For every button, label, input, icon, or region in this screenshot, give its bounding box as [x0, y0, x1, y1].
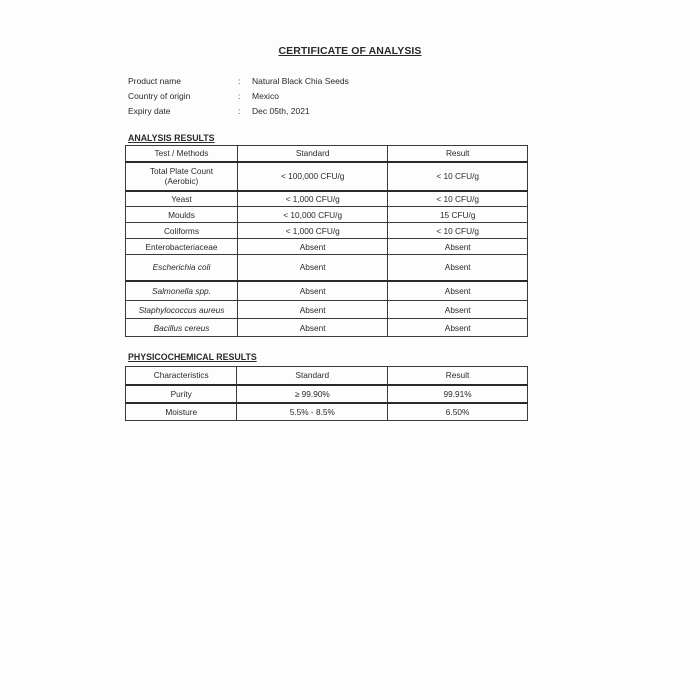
- analysis-section-title: ANALYSIS RESULTS: [128, 133, 215, 143]
- header-cell: Test / Methods: [126, 146, 238, 162]
- table-row: [126, 385, 528, 403]
- table-row: [126, 162, 528, 191]
- header-cell: Result: [388, 367, 528, 385]
- result-cell: 15 CFU/g: [388, 207, 528, 223]
- table-row: [126, 207, 528, 223]
- test-cell: Moisture: [126, 403, 237, 421]
- result-cell: < 10 CFU/g: [388, 162, 528, 191]
- test-cell: Bacillus cereus: [126, 319, 238, 337]
- info-row-expiry: [128, 103, 349, 118]
- info-row-country: [128, 88, 349, 103]
- result-cell: Absent: [388, 281, 528, 301]
- test-cell: Salmonella spp.: [126, 281, 238, 301]
- table-header-row: [126, 367, 528, 385]
- table-row: [126, 191, 528, 207]
- info-label: Country of origin: [128, 90, 191, 101]
- header-cell: Result: [388, 146, 528, 162]
- info-value: Dec 05th, 2021: [252, 105, 310, 116]
- standard-cell: Absent: [237, 255, 387, 281]
- standard-cell: Absent: [237, 281, 387, 301]
- test-cell: [126, 162, 238, 191]
- result-cell: < 10 CFU/g: [388, 223, 528, 239]
- info-value: Mexico: [252, 90, 279, 101]
- test-cell: Coliforms: [126, 223, 238, 239]
- result-cell: Absent: [388, 301, 528, 319]
- standard-cell: < 100,000 CFU/g: [237, 162, 387, 191]
- table-row: [126, 281, 528, 301]
- analysis-table: [125, 145, 528, 337]
- table-row: [126, 301, 528, 319]
- info-colon: :: [238, 75, 241, 86]
- physicochemical-section-title: PHYSICOCHEMICAL RESULTS: [128, 352, 257, 362]
- result-cell: Absent: [388, 319, 528, 337]
- info-row-product-name: [128, 73, 349, 88]
- standard-cell: < 10,000 CFU/g: [237, 207, 387, 223]
- test-cell: Moulds: [126, 207, 238, 223]
- standard-cell: Absent: [237, 319, 387, 337]
- standard-cell: ≥ 99.90%: [237, 385, 388, 403]
- test-cell: Purity: [126, 385, 237, 403]
- standard-cell: 5.5% - 8.5%: [237, 403, 388, 421]
- header-cell: Standard: [237, 367, 388, 385]
- test-cell: Yeast: [126, 191, 238, 207]
- table-row: [126, 403, 528, 421]
- test-name-qualifier: (Aerobic): [164, 176, 199, 186]
- info-label: Expiry date: [128, 105, 171, 116]
- table-row: [126, 319, 528, 337]
- product-info: [128, 73, 349, 118]
- table-header-row: [126, 146, 528, 162]
- test-name: Total Plate Count: [149, 166, 214, 176]
- table-row: [126, 255, 528, 281]
- info-colon: :: [238, 105, 241, 116]
- standard-cell: < 1,000 CFU/g: [237, 191, 387, 207]
- table-row: [126, 239, 528, 255]
- header-cell: Characteristics: [126, 367, 237, 385]
- result-cell: 99.91%: [388, 385, 528, 403]
- result-cell: Absent: [388, 239, 528, 255]
- test-cell: Escherichia coli: [126, 255, 238, 281]
- result-cell: 6.50%: [388, 403, 528, 421]
- header-cell: Standard: [237, 146, 387, 162]
- physicochemical-table: [125, 366, 528, 421]
- result-cell: Absent: [388, 255, 528, 281]
- table-row: [126, 223, 528, 239]
- standard-cell: Absent: [237, 239, 387, 255]
- info-value: Natural Black Chia Seeds: [252, 75, 349, 86]
- test-cell: Staphylococcus aureus: [126, 301, 238, 319]
- standard-cell: < 1,000 CFU/g: [237, 223, 387, 239]
- result-cell: < 10 CFU/g: [388, 191, 528, 207]
- document-title: CERTIFICATE OF ANALYSIS: [278, 45, 422, 57]
- test-cell: Enterobacteriaceae: [126, 239, 238, 255]
- standard-cell: Absent: [237, 301, 387, 319]
- info-label: Product name: [128, 75, 181, 86]
- info-colon: :: [238, 90, 241, 101]
